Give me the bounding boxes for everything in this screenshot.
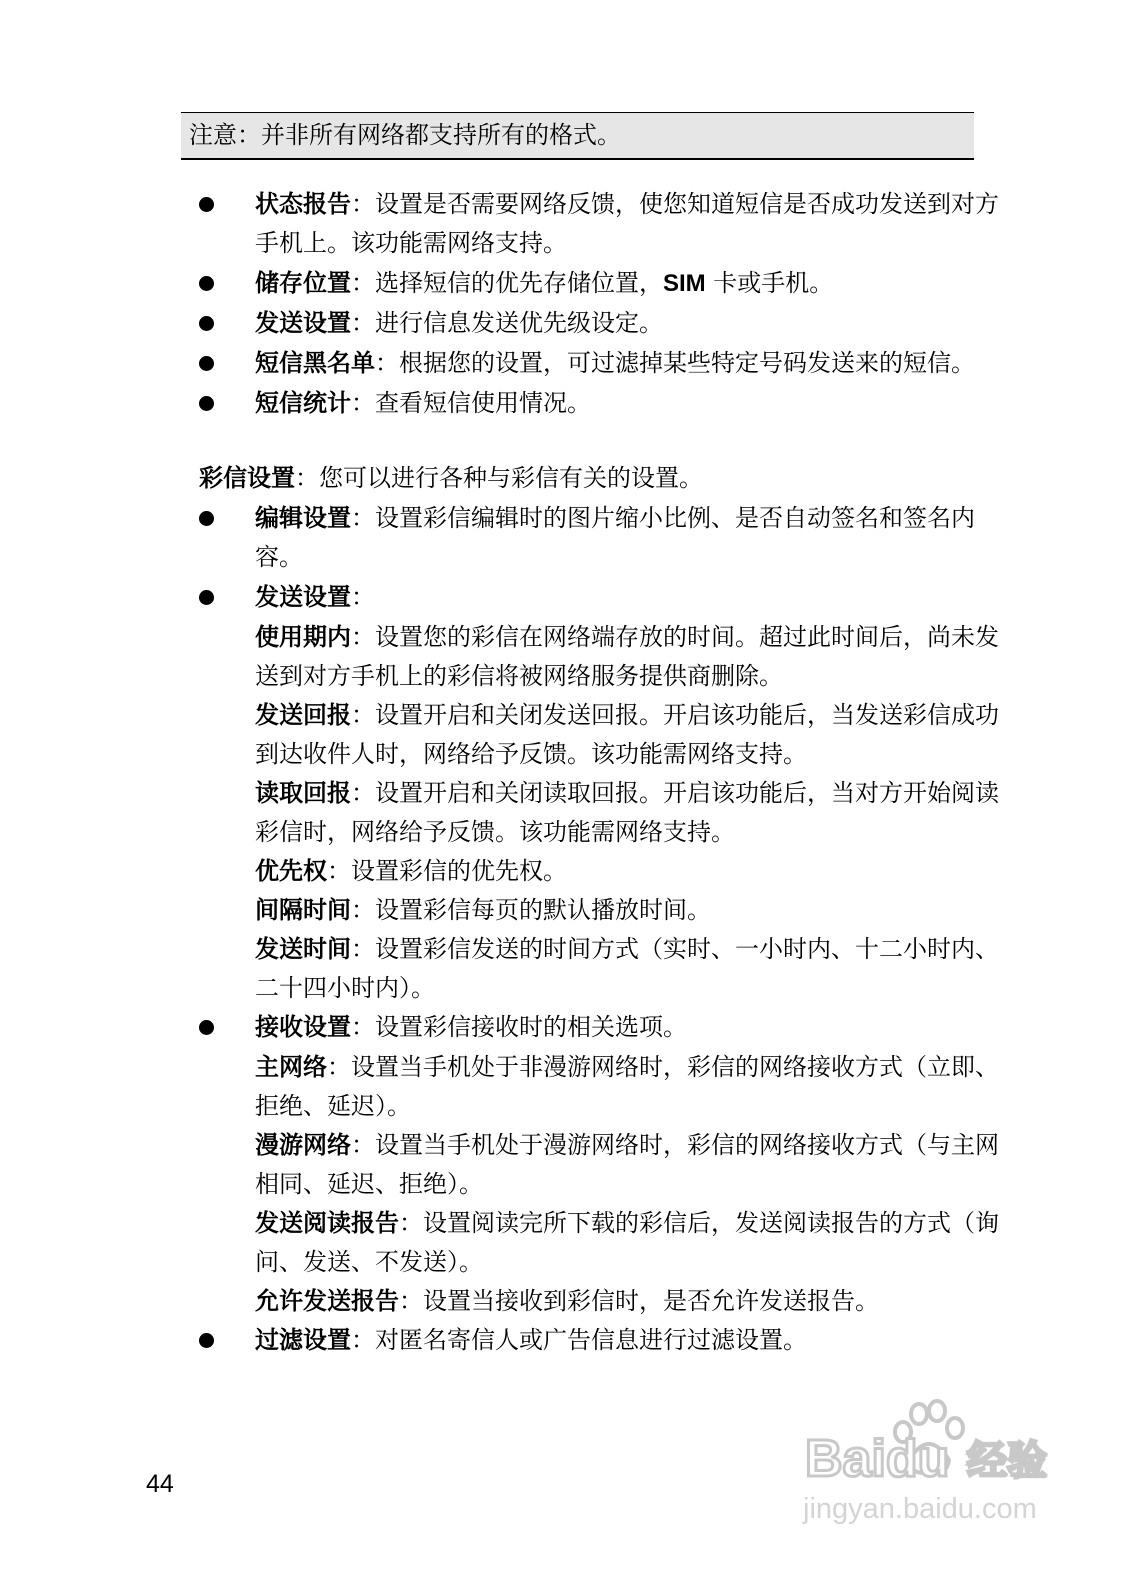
sub-term: 使用期内 xyxy=(255,623,351,651)
sub-text: ：设置开启和关闭读取回报。开启该功能后，当对方开始阅读彩信时，网络给予反馈。该功能需网络支持。 xyxy=(255,779,999,846)
sub-text: ：设置您的彩信在网络端存放的时间。超过此时间后，尚未发送到对方手机上的彩信将被网络服务提供商删除。 xyxy=(255,623,999,690)
bullet-icon xyxy=(199,316,214,331)
sub-term: 优先权 xyxy=(255,857,327,885)
bullet-icon xyxy=(199,276,214,291)
list-item-storage xyxy=(0,264,1010,303)
item-text: ：进行信息发送优先级设定。 xyxy=(351,309,663,337)
page-number: 44 xyxy=(146,1470,174,1498)
item-term: 发送设置 xyxy=(255,309,351,337)
item-term: 状态报告 xyxy=(255,190,351,218)
item-text: ：查看短信使用情况。 xyxy=(351,389,591,417)
item-term: 编辑设置 xyxy=(255,504,351,532)
item-term: 短信统计 xyxy=(255,389,351,417)
item-term: 储存位置 xyxy=(255,269,351,297)
sub-item-read-report xyxy=(0,774,1010,852)
bullet-icon xyxy=(199,590,214,605)
bullet-icon xyxy=(199,396,214,411)
sub-text: ：设置当接收到彩信时，是否允许发送报告。 xyxy=(399,1287,879,1315)
sub-item-home-network xyxy=(0,1048,1010,1126)
item-term: 短信黑名单 xyxy=(255,349,375,377)
sub-term: 允许发送报告 xyxy=(255,1287,399,1315)
section-term: 彩信设置 xyxy=(199,464,295,492)
sub-item-interval xyxy=(0,891,1010,930)
sub-term: 发送回报 xyxy=(255,701,351,729)
sub-term: 间隔时间 xyxy=(255,896,351,924)
sub-item-delivery-report xyxy=(0,696,1010,774)
item-text: ：对匿名寄信人或广告信息进行过滤设置。 xyxy=(351,1326,807,1354)
item-text: ：选择短信的优先存储位置， xyxy=(351,269,663,297)
sub-text: ：设置开启和关闭发送回报。开启该功能后，当发送彩信成功到达收件人时，网络给予反馈。该功能需网络支持。 xyxy=(255,701,999,768)
item-text: ：设置彩信编辑时的图片缩小比例、是否自动签名和签名内容。 xyxy=(255,504,975,571)
sub-text: ：设置阅读完所下载的彩信后，发送阅读报告的方式（询问、发送、不发送）。 xyxy=(255,1209,999,1276)
bullet-icon xyxy=(199,511,214,526)
bullet-icon xyxy=(199,1333,214,1348)
bullet-icon xyxy=(199,356,214,371)
sub-text: ：设置当手机处于漫游网络时，彩信的网络接收方式（与主网相同、延迟、拒绝）。 xyxy=(255,1131,999,1198)
item-term: 接收设置 xyxy=(255,1013,351,1041)
item-text-2: 卡或手机。 xyxy=(705,269,834,297)
list-item-blacklist xyxy=(0,344,1010,383)
list-item-edit-settings xyxy=(0,499,1010,577)
section-text: ：您可以进行各种与彩信有关的设置。 xyxy=(295,464,703,492)
watermark-url: jingyan.baidu.com xyxy=(803,1493,1037,1525)
sub-item-validity xyxy=(0,618,1010,696)
sub-text: ：设置彩信每页的默认播放时间。 xyxy=(351,896,711,924)
sub-text: ：设置彩信的优先权。 xyxy=(327,857,567,885)
sub-term: 漫游网络 xyxy=(255,1131,351,1159)
item-term: 发送设置 xyxy=(255,583,351,611)
item-text: ：设置是否需要网络反馈，使您知道短信是否成功发送到对方手机上。该功能需网络支持。 xyxy=(255,190,999,257)
sim-label: SIM xyxy=(663,270,706,297)
watermark-brand: Baidu xyxy=(805,1430,950,1488)
sub-text: ：设置彩信发送的时间方式（实时、一小时内、十二小时内、二十四小时内）。 xyxy=(255,935,999,1002)
item-term: 过滤设置 xyxy=(255,1326,351,1354)
sub-item-roaming xyxy=(0,1126,1010,1204)
item-text: ：设置彩信接收时的相关选项。 xyxy=(351,1013,687,1041)
watermark-label: 经验 xyxy=(967,1438,1047,1484)
sub-term: 发送时间 xyxy=(255,935,351,963)
mms-settings-paragraph xyxy=(0,459,1010,498)
list-item-statistics xyxy=(0,384,1010,423)
sub-term: 发送阅读报告 xyxy=(255,1209,399,1237)
page-content xyxy=(0,185,1132,1360)
baidu-watermark xyxy=(797,1398,1057,1538)
sub-term: 读取回报 xyxy=(255,779,351,807)
sub-term: 主网络 xyxy=(255,1053,327,1081)
sub-item-priority xyxy=(0,852,1010,891)
list-item-filter-settings xyxy=(0,1321,1010,1360)
sub-item-send-read-report xyxy=(0,1204,1010,1282)
bullet-icon xyxy=(199,1020,214,1035)
list-item-status-report xyxy=(0,185,1010,263)
bullet-icon xyxy=(199,197,214,212)
sub-item-allow-report xyxy=(0,1282,1010,1321)
list-item-mms-send xyxy=(0,578,1010,617)
item-text: ： xyxy=(351,583,375,611)
list-item-receive-settings xyxy=(0,1008,1010,1047)
sub-text: ：设置当手机处于非漫游网络时，彩信的网络接收方式（立即、拒绝、延迟）。 xyxy=(255,1053,999,1120)
sub-item-send-time xyxy=(0,930,1010,1008)
note-box: 注意：并非所有网络都支持所有的格式。 xyxy=(181,112,974,160)
item-text: ：根据您的设置，可过滤掉某些特定号码发送来的短信。 xyxy=(375,349,975,377)
list-item-send-settings xyxy=(0,304,1010,343)
